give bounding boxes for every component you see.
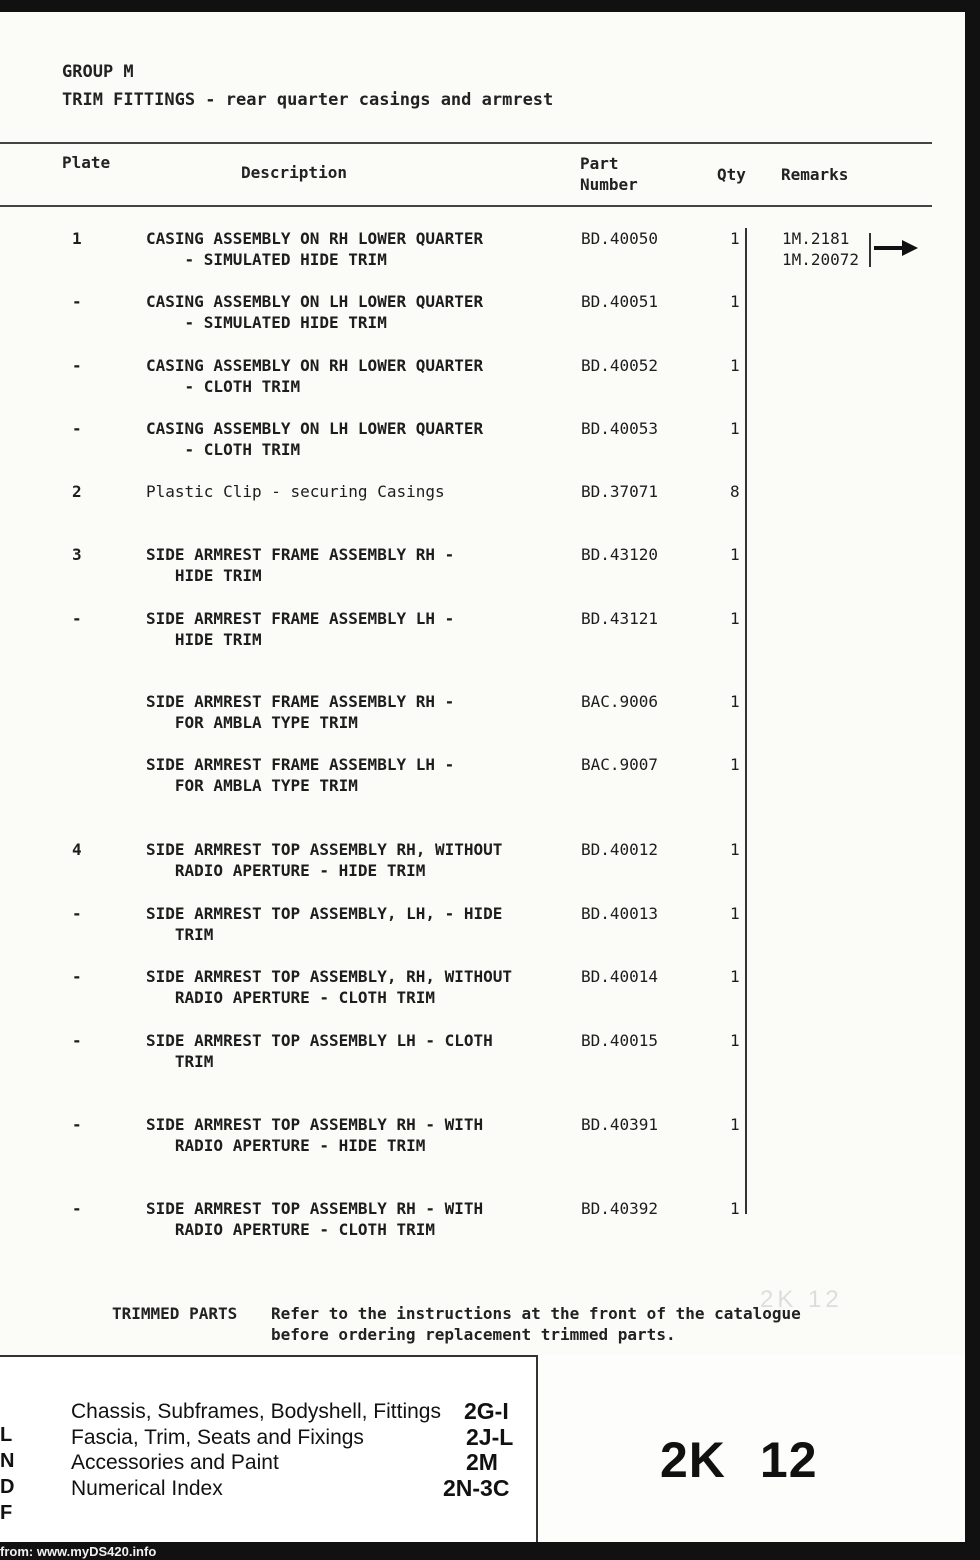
source-watermark: from: www.myDS420.info — [0, 1544, 157, 1559]
description-line-2: FOR AMBLA TYPE TRIM — [146, 713, 358, 732]
index-code-accessories: 2M — [466, 1449, 498, 1475]
index-label-chassis: Chassis, Subframes, Bodyshell, Fittings — [71, 1400, 441, 1423]
part-description — [146, 1198, 483, 1240]
description-line-1: SIDE ARMREST TOP ASSEMBLY, LH, - HIDE — [146, 904, 503, 923]
index-code-numerical: 2N-3C — [443, 1475, 510, 1501]
part-description — [146, 966, 512, 1008]
quantity: 1 — [730, 1199, 740, 1218]
description-line-2: HIDE TRIM — [146, 566, 262, 585]
part-description — [146, 1114, 483, 1156]
plate-number: 4 — [72, 840, 82, 859]
description-line-2: - CLOTH TRIM — [146, 377, 301, 396]
part-description — [146, 418, 483, 460]
part-number: BD.40052 — [581, 356, 659, 375]
description-line-1: CASING ASSEMBLY ON RH LOWER QUARTER — [146, 356, 484, 375]
part-description — [146, 608, 454, 650]
faint-stamp: 2K 12 — [760, 1286, 843, 1313]
index-code-chassis: 2G-I — [464, 1398, 509, 1424]
part-description — [146, 903, 502, 945]
description-line-2: RADIO APERTURE - HIDE TRIM — [146, 861, 426, 880]
plate-number: - — [72, 1199, 82, 1218]
description-line-1: SIDE ARMREST FRAME ASSEMBLY LH - — [146, 755, 455, 774]
plate-number: - — [72, 1031, 82, 1050]
section-index-panel — [0, 1355, 538, 1542]
description-line-2: RADIO APERTURE - CLOTH TRIM — [146, 988, 435, 1007]
edge-letter: D — [0, 1476, 15, 1498]
quantity: 1 — [730, 609, 740, 628]
description-line-1: SIDE ARMREST FRAME ASSEMBLY LH - — [146, 609, 455, 628]
index-code-fascia: 2J-L — [466, 1424, 514, 1450]
description-line-1: CASING ASSEMBLY ON RH LOWER QUARTER — [146, 229, 484, 248]
plate-number: - — [72, 292, 82, 311]
part-number: BD.40392 — [581, 1199, 659, 1218]
trimmed-parts-label: TRIMMED PARTS — [112, 1304, 238, 1323]
description-line-1: SIDE ARMREST TOP ASSEMBLY, RH, WITHOUT — [146, 967, 513, 986]
description-line-1: SIDE ARMREST TOP ASSEMBLY LH - CLOTH — [146, 1031, 493, 1050]
part-number: BD.40012 — [581, 840, 659, 859]
quantity: 1 — [730, 904, 740, 923]
quantity: 1 — [730, 356, 740, 375]
column-header-plate: Plate — [62, 153, 111, 172]
column-header-part: Part Number — [580, 154, 638, 194]
part-number: BD.40051 — [581, 292, 659, 311]
quantity: 1 — [730, 545, 740, 564]
description-line-1: SIDE ARMREST TOP ASSEMBLY RH - WITH — [146, 1115, 484, 1134]
description-line-2: HIDE TRIM — [146, 630, 262, 649]
plate-number: - — [72, 419, 82, 438]
part-number: BD.40391 — [581, 1115, 659, 1134]
remarks-change-bar — [745, 228, 747, 1214]
part-number: BD.43120 — [581, 545, 659, 564]
group-heading: GROUP M — [62, 62, 134, 82]
plate-number: 1 — [72, 229, 82, 248]
remark-line-1: 1M.2181 — [782, 229, 850, 248]
quantity: 1 — [730, 1031, 740, 1050]
part-number: BD.37071 — [581, 482, 659, 501]
part-number: BD.40050 — [581, 229, 659, 248]
description-line-2: - SIMULATED HIDE TRIM — [146, 313, 387, 332]
quantity: 1 — [730, 419, 740, 438]
fiche-number-part2: 12 — [759, 1432, 818, 1488]
plate-number: 3 — [72, 545, 82, 564]
remarks-change-bar-2 — [869, 233, 871, 267]
part-description — [146, 291, 483, 333]
quantity: 1 — [730, 692, 740, 711]
column-header-qty: Qty — [717, 165, 746, 184]
plate-number: 2 — [72, 482, 82, 501]
index-label-fascia: Fascia, Trim, Seats and Fixings — [71, 1426, 364, 1449]
right-arrow-icon — [874, 238, 918, 258]
description-line-1: SIDE ARMREST TOP ASSEMBLY RH - WITH — [146, 1199, 484, 1218]
description-line-1: SIDE ARMREST TOP ASSEMBLY RH, WITHOUT — [146, 840, 503, 859]
remarks-cell — [782, 228, 859, 270]
quantity: 1 — [730, 1115, 740, 1134]
index-label-numerical: Numerical Index — [71, 1477, 223, 1500]
column-header-description: Description — [241, 163, 347, 182]
catalogue-page — [0, 12, 965, 1542]
part-description — [146, 839, 502, 881]
part-description — [146, 481, 445, 502]
part-description — [146, 228, 483, 270]
description-line-2: FOR AMBLA TYPE TRIM — [146, 776, 358, 795]
description-line-1: Plastic Clip - securing Casings — [146, 482, 445, 501]
plate-number: - — [72, 967, 82, 986]
part-number: BAC.9007 — [581, 755, 659, 774]
quantity: 1 — [730, 967, 740, 986]
part-description — [146, 544, 454, 586]
header-rule-top — [0, 142, 932, 144]
part-number: BD.40013 — [581, 904, 659, 923]
description-line-2: RADIO APERTURE - CLOTH TRIM — [146, 1220, 435, 1239]
edge-letter: L — [0, 1424, 13, 1446]
description-line-1: SIDE ARMREST FRAME ASSEMBLY RH - — [146, 692, 455, 711]
column-header-remarks: Remarks — [781, 165, 849, 184]
description-line-2: RADIO APERTURE - HIDE TRIM — [146, 1136, 426, 1155]
part-number: BD.40053 — [581, 419, 659, 438]
trimmed-parts-instructions: Refer to the instructions at the front of the catalogue before ordering replacement trimmed parts. — [271, 1304, 801, 1344]
description-line-1: CASING ASSEMBLY ON LH LOWER QUARTER — [146, 292, 484, 311]
fiche-number-part1: 2K — [660, 1432, 726, 1488]
quantity: 8 — [730, 482, 740, 501]
part-number: BD.43121 — [581, 609, 659, 628]
part-number: BD.40014 — [581, 967, 659, 986]
part-description — [146, 754, 454, 796]
part-description — [146, 355, 483, 397]
plate-number: - — [72, 904, 82, 923]
part-number: BD.40015 — [581, 1031, 659, 1050]
edge-letter: N — [0, 1450, 15, 1472]
part-number: BAC.9006 — [581, 692, 659, 711]
header-rule-bottom — [0, 205, 932, 207]
quantity: 1 — [730, 755, 740, 774]
description-line-2: - SIMULATED HIDE TRIM — [146, 250, 387, 269]
part-description — [146, 691, 454, 733]
quantity: 1 — [730, 229, 740, 248]
description-line-2: TRIM — [146, 925, 214, 944]
description-line-2: - CLOTH TRIM — [146, 440, 301, 459]
part-description — [146, 1030, 493, 1072]
description-line-1: CASING ASSEMBLY ON LH LOWER QUARTER — [146, 419, 484, 438]
plate-number: - — [72, 356, 82, 375]
page-title: TRIM FITTINGS - rear quarter casings and armrest — [62, 90, 554, 110]
index-label-accessories: Accessories and Paint — [71, 1451, 279, 1474]
plate-number: - — [72, 1115, 82, 1134]
quantity: 1 — [730, 840, 740, 859]
description-line-2: TRIM — [146, 1052, 214, 1071]
fiche-number — [660, 1431, 818, 1489]
edge-letter: F — [0, 1502, 13, 1524]
quantity: 1 — [730, 292, 740, 311]
remark-line-2: 1M.20072 — [782, 250, 860, 269]
description-line-1: SIDE ARMREST FRAME ASSEMBLY RH - — [146, 545, 455, 564]
fiche-number-panel — [538, 1355, 965, 1542]
plate-number: - — [72, 609, 82, 628]
